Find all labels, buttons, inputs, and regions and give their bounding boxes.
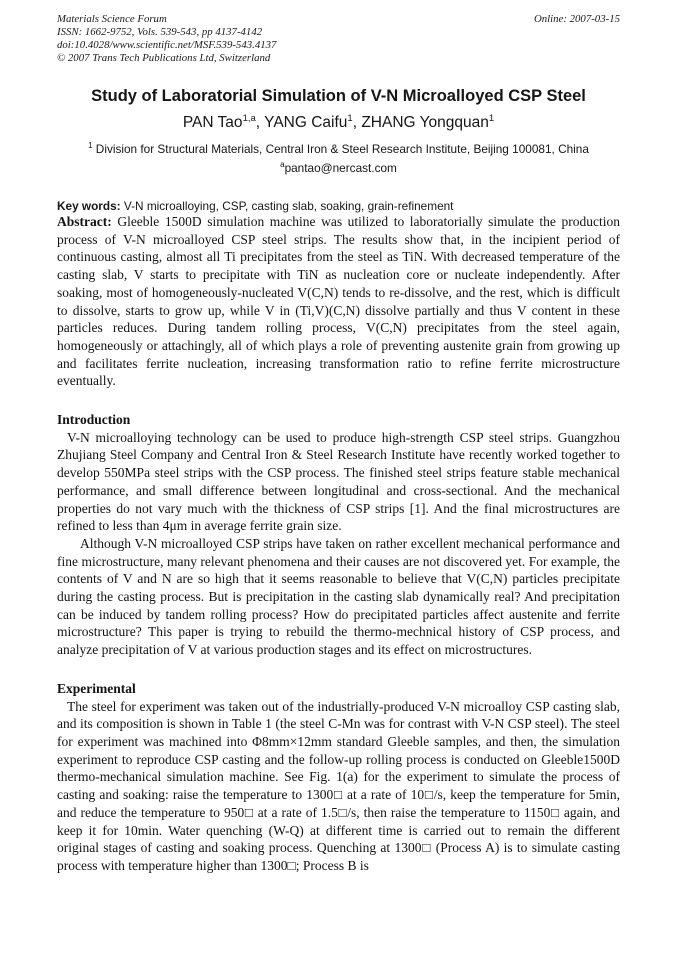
introduction-paragraph-2: Although V-N microalloyed CSP strips have taken on rather excellent mechanical performance and fine microstructure, many relevant phenomena and their causes are not discovered yet. For example, the contents of V and N are so high that it seems reasonable to believe that V(C,N) particles precipitate during the casting process. But is precipitation in the casting slab dynamically real? And precipitation can be induced by tandem rolling process? How do precipitated particles affect austenite and ferrite microstructure? This paper is trying to rebuild the thermo-mechnical history of CSP process, and analyze precipitation of V at various production stages and its effect on microstructures. (57, 535, 620, 658)
section-heading-experimental: Experimental (57, 680, 136, 696)
author-3-name: ZHANG Yongquan (361, 114, 489, 131)
email-superscript: a (280, 160, 285, 170)
author-separator: , (352, 114, 362, 131)
paper-body (57, 213, 620, 875)
author-2-superscript: 1 (347, 112, 353, 124)
journal-info-block (57, 13, 276, 65)
authors-line (57, 113, 620, 132)
section-heading-introduction: Introduction (57, 412, 131, 428)
journal-name: Materials Science Forum (57, 13, 167, 25)
email-line (57, 161, 620, 175)
abstract-paragraph (57, 213, 620, 390)
affiliation-line (57, 142, 620, 156)
author-1-name: PAN Tao (182, 114, 243, 131)
affiliation-superscript: 1 (88, 141, 93, 151)
journal-doi-line: doi:10.4028/www.scientific.net/MSF.539-543.4137 (57, 39, 277, 51)
journal-copyright-line: © 2007 Trans Tech Publications Ltd, Switzerland (57, 52, 271, 64)
keywords-line (57, 199, 620, 213)
author-3-superscript: 1 (488, 112, 495, 124)
email-text: pantao@nercast.com (284, 161, 397, 175)
experimental-paragraph-1: The steel for experiment was taken out of the industrially-produced V-N microalloy CSP casting slab, and its composition is shown in Table 1 (the steel C-Mn was for contrast with V-N CSP steel). The steel for experiment was machined into Φ8mm×12mm standard Gleeble samples, and then, the simulation experiment to reproduce CSP casting and the follow-up rolling process is conducted on Gleeble1500D thermo-mechanical simulation machine. See Fig. 1(a) for the experiment to simulate the process of casting and soaking: raise the temperature to 1300□ at a rate of 10□/s, keep the temperature for 5min, and reduce the temperature to 950□ at a rate of 1.5□/s, then raise the temperature to 1150□ again, and keep it for 10min. Water quenching (W-Q) at different time is carried out to remain the different original stages of casting and soaking process. Quenching at 1300□ (Process A) is to simulate casting process with temperature higher than 1300□; Process B is (57, 698, 620, 873)
author-1 (183, 114, 264, 131)
paper-content (0, 86, 678, 875)
author-separator: , (255, 114, 265, 131)
author-2 (264, 114, 361, 131)
paper-title: Study of Laboratorial Simulation of V-N Microalloyed CSP Steel (91, 87, 586, 105)
affiliation-text: Division for Structural Materials, Central Iron & Steel Research Institute, Beijing 100081, China (92, 142, 589, 156)
abstract-text: Gleeble 1500D simulation machine was utilized to laboratorially simulate the production process of V-N microalloyed CSP steel strips. The results show that, in the incipient period of continuous casting, almost all Ti precipitates from the steel as TiN. With decreased temperature of the casting slab, V starts to precipitate with TiN as nucleation core or nucleate independently. After soaking, most of homogeneously-nucleated V(C,N) tends to re-dissolve, and the rest, which is difficult to dissolve, starts to grow up, while V in (Ti,V)(C,N) dissolve partially and thus V content in these particles reduces. During tandem rolling process, V(C,N) precipitates from the steel again, homogeneously or attachingly, all of which plays a role of preventing austenite grain from growing up and facilitates ferrite nucleation, increasing transformation ratio to refine ferrite microstructure eventually. (57, 214, 620, 389)
journal-issn-line: ISSN: 1662-9752, Vols. 539-543, pp 4137-4142 (57, 26, 263, 38)
author-1-superscript: 1,a (242, 112, 256, 124)
abstract-label: Abstract: (57, 214, 112, 229)
keywords-label: Key words: (57, 199, 121, 213)
journal-header (0, 0, 678, 65)
online-date: Online: 2007-03-15 (533, 13, 620, 25)
keywords-text: V-N microalloying, CSP, casting slab, soaking, grain-refinement (120, 199, 454, 213)
author-2-name: YANG Caifu (264, 114, 348, 131)
introduction-paragraph-1: V-N microalloying technology can be used to produce high-strength CSP steel strips. Guangzhou Zhujiang Steel Company and Central Iron & Steel Research Institute have recently worked together to develop 550MPa steel strips with the CSP process. The finished steel strips feature stable mechanical performance, and small difference between longitudinal and cross-sectional. And the mechanical properties do not vary much with the thickness of CSP strips [1]. And the final microstructures are refined to less than 4μm in average ferrite grain size. (57, 429, 620, 534)
author-3 (361, 114, 494, 131)
